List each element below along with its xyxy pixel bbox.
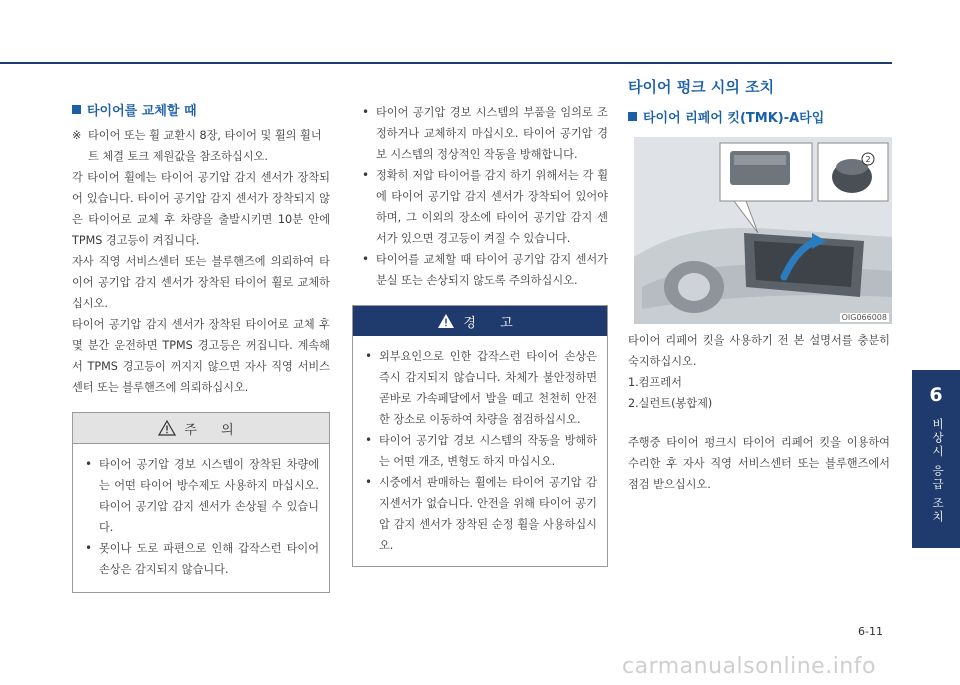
caution-header	[73, 413, 329, 444]
warning-triangle-icon	[158, 420, 176, 436]
list-item: • 타이어를 교체할 때 타이어 공기압 감지 센서가 분실 또는 손상되지 않도록 주의하십시오.	[362, 249, 608, 291]
page-section-title: 타이어 펑크 시의 조치	[628, 78, 775, 96]
bullet-icon: •	[365, 433, 373, 447]
list-item: • 못이나 도로 파편으로 인해 갑작스런 타이어 손상은 감지되지 않습니다.	[85, 538, 319, 580]
caution-title: 주 의	[184, 422, 244, 438]
list-item: 2.실런트(봉합제)	[628, 397, 713, 410]
section-heading: 타이어 리페어 킷(TMK)-A타입	[628, 107, 890, 126]
list-item: • 타이어 공기압 경보 시스템이 장착된 차량에는 어떤 타이어 방수제도 사용하지 마십시오. 타이어 공기압 감지 센서가 손상될 수 있습니다.	[85, 454, 319, 538]
warning-title: 경 고	[463, 315, 523, 331]
image-code: OIG066008	[841, 313, 887, 322]
bullet-icon: •	[85, 457, 93, 471]
car-trunk-illustration	[634, 137, 892, 324]
list-item: • 외부요인으로 인한 갑작스런 타이어 손상은 즉시 감지되지 않습니다. 차체가 불안정하면 곧바로 가속페달에서 발을 떼고 천천히 안전한 장소로 이동하여 차량을 점검하십시오.	[365, 346, 597, 430]
section-heading: 타이어를 교체할 때	[72, 100, 330, 119]
list-item: • 타이어 공기압 경보 시스템의 작동을 방해하는 어떤 개조, 변형도 하지 마십시오.	[365, 430, 597, 472]
page-number: 6-11	[858, 625, 883, 638]
square-bullet-icon	[628, 112, 637, 121]
bullet-icon: •	[85, 541, 93, 555]
paragraph: 각 타이어 휠에는 타이어 공기압 감지 센서가 장착되어 있습니다. 타이어 공기압 감지 센서가 장착되지 않은 타이어로 교체 후 차량을 출발시키면 10분 안에 TPMS 경고등이 켜집니다.	[72, 171, 330, 247]
repair-kit-illustration	[634, 137, 892, 324]
column-left	[72, 100, 330, 593]
warning-box	[352, 305, 608, 567]
caution-box	[72, 412, 330, 593]
list-item: • 시중에서 판매하는 휠에는 타이어 공기압 감지센서가 없습니다. 안전을 위해 타이어 공기압 감지 센서가 장착된 순정 휠을 사용하십시오.	[365, 472, 597, 556]
chapter-label: 비상시 응급 조치	[931, 418, 945, 524]
bullet-icon: •	[365, 475, 373, 489]
paragraph: 타이어 리페어 킷을 사용하기 전 본 설명서를 충분히 숙지하십시오.	[628, 334, 890, 368]
chapter-tab	[912, 370, 960, 548]
reference-note: ※ 타이어 또는 휠 교환시 8장, 타이어 및 휠의 휠너트 체결 토크 제원값을 참조하십시오.	[72, 125, 330, 167]
warning-header	[353, 306, 607, 336]
list-item: • 타이어 공기압 경보 시스템의 부품을 임의로 조정하거나 교체하지 마십시오. 타이어 공기압 경보 시스템의 정상적인 작동을 방해합니다.	[362, 102, 608, 165]
bullet-icon: •	[362, 168, 370, 182]
column-right	[628, 76, 890, 132]
chapter-number: 6	[929, 384, 943, 406]
caution-list	[73, 444, 329, 592]
repair-kit-text	[628, 330, 890, 495]
bullet-icon: •	[362, 105, 370, 119]
warning-list	[353, 336, 607, 566]
part-callout-2: 2	[865, 155, 871, 164]
watermark: carmanualsonline.info	[622, 654, 876, 679]
list-item: 1.컴프레서	[628, 376, 682, 389]
warning-triangle-icon	[437, 313, 455, 329]
paragraph: 주행중 타이어 펑크시 타이어 리페어 킷을 이용하여 수리한 후 자사 직영 서비스센터 또는 블루핸즈에서 점검 받으십시오.	[628, 436, 890, 491]
top-rule	[0, 62, 892, 64]
paragraph: 타이어 공기압 감지 센서가 장착된 타이어로 교체 후 몇 분간 운전하면 TPMS 경고등은 꺼집니다. 계속해서 TPMS 경고등이 꺼지지 않으면 자사 직영 서비스센터 또는 블루핸즈에 의뢰하십시오.	[72, 318, 330, 394]
bullet-icon: •	[365, 349, 373, 363]
column-middle	[352, 102, 608, 567]
bullet-icon: •	[362, 252, 370, 266]
list-item: • 정확히 저압 타이어를 감지 하기 위해서는 각 휠에 타이어 공기압 감지 센서가 장착되어 있어야 하며, 그 이외의 장소에 타이어 공기압 감지 센서가 있으면 경고등이 켜질 수 있습니다.	[362, 165, 608, 249]
note-mark: ※	[72, 129, 82, 142]
paragraph: 자사 직영 서비스센터 또는 블루핸즈에 의뢰하여 타이어 공기압 감지 센서가 장착된 타이어 휠로 교체하십시오.	[72, 255, 330, 310]
square-bullet-icon	[72, 105, 81, 114]
tpms-list	[352, 102, 608, 291]
